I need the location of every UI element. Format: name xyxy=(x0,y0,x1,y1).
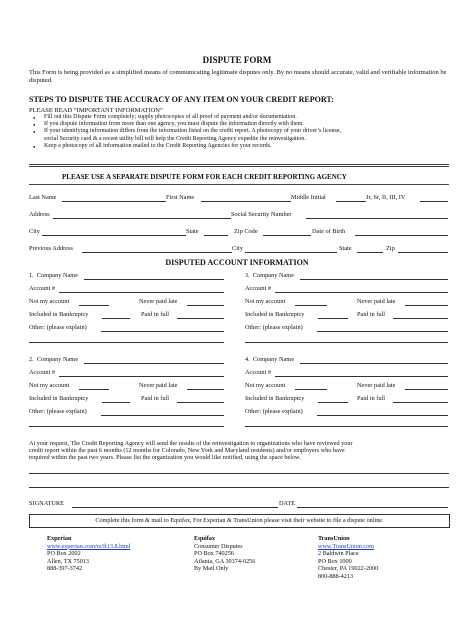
not-my-account-label: Not my account xyxy=(29,382,70,389)
not-my-account-label: Not my account xyxy=(29,298,70,305)
bankruptcy-field[interactable] xyxy=(318,402,348,403)
middle-initial-field[interactable] xyxy=(336,201,366,202)
bankruptcy-label: Included in Bankruptcy xyxy=(245,395,305,402)
bureau-name: Experian xyxy=(47,535,72,542)
first-name-label: First Name xyxy=(166,194,195,201)
intro-text: This Form is being provided as a simplified means of communicating legitimate disputes only. By no means should accurate, valid and verifiable information be disputed. xyxy=(29,69,447,84)
notify-organizations-field[interactable] xyxy=(29,473,449,474)
bureau-address-line: Consumer Disputes xyxy=(194,542,243,550)
not-my-account-label: Not my account xyxy=(245,382,286,389)
company-name-field[interactable] xyxy=(84,279,224,280)
ssn-label: Social Security Number xyxy=(231,211,292,218)
paid-in-full-field[interactable] xyxy=(393,402,448,403)
bureau-name: Equifax xyxy=(194,535,215,542)
never-paid-late-field[interactable] xyxy=(187,389,224,390)
bureau-transunion xyxy=(318,535,448,580)
account-field[interactable] xyxy=(275,292,448,293)
bureau-address-line: PO Box 740256 xyxy=(194,550,234,557)
instruction-item: ● If you dispute information from more than one agency, you must dispute the information directly with them. xyxy=(44,121,464,128)
signature-label: SIGNATURE xyxy=(29,500,64,507)
not-my-account-field[interactable] xyxy=(295,389,327,390)
company-name-field[interactable] xyxy=(84,363,224,364)
experian-website-link[interactable]: www.experian.com/rs/ft13.8.html xyxy=(47,542,131,550)
dob-field[interactable] xyxy=(355,235,448,236)
first-name-field[interactable] xyxy=(201,201,291,202)
account-block-4 xyxy=(245,356,449,428)
previous-address-label: Previous Address xyxy=(29,245,73,252)
account-label: Account # xyxy=(29,369,56,376)
account-number-label: 1. xyxy=(29,272,34,279)
notify-organizations-field-2[interactable] xyxy=(29,487,449,488)
ssn-field[interactable] xyxy=(306,218,448,219)
other-explain-field[interactable] xyxy=(317,415,448,416)
previous-state-label: State xyxy=(339,245,352,252)
paid-in-full-label: Paid in full xyxy=(357,311,385,318)
previous-state-field[interactable] xyxy=(357,252,383,253)
bureau-note: By Mail Only xyxy=(194,565,229,572)
last-name-field[interactable] xyxy=(62,201,166,202)
never-paid-late-field[interactable] xyxy=(187,305,224,306)
request-text-line: credit report within the past 6 months (12 months for Colorado, New York and Maryland residents) and/or employers who have xyxy=(29,447,345,454)
bureau-phone: 800-888-4213 xyxy=(318,572,354,580)
account-field[interactable] xyxy=(59,292,224,293)
previous-city-label: City xyxy=(232,245,243,252)
never-paid-late-label: Never paid late xyxy=(139,382,178,389)
account-number-label: 2. xyxy=(29,356,34,363)
bureau-address-line: Chester, PA 19022-2000 xyxy=(318,565,379,572)
not-my-account-field[interactable] xyxy=(79,305,109,306)
bureau-address-line: PO Box 2002 xyxy=(47,550,81,557)
other-explain-label: Other: (please explain) xyxy=(245,408,303,415)
other-explain-field[interactable] xyxy=(101,415,224,416)
company-name-label: Company Name xyxy=(252,272,294,279)
state-label: State xyxy=(186,228,199,235)
city-field[interactable] xyxy=(42,235,186,236)
bureau-equifax xyxy=(194,535,304,573)
account-block-1 xyxy=(29,272,229,344)
address-field[interactable] xyxy=(53,218,231,219)
bankruptcy-label: Included in Bankruptcy xyxy=(245,311,305,318)
date-label: DATE xyxy=(279,500,296,507)
not-my-account-field[interactable] xyxy=(79,389,109,390)
previous-zip-field[interactable] xyxy=(398,252,448,253)
disputed-account-heading: DISPUTED ACCOUNT INFORMATION xyxy=(165,258,309,267)
instruction-item: ● Keep a photocopy of all information mailed to the Credit Reporting Agencies for your records. xyxy=(44,143,464,150)
bureau-name: TransUnion xyxy=(318,535,350,542)
never-paid-late-label: Never paid late xyxy=(139,298,178,305)
never-paid-late-field[interactable] xyxy=(405,389,448,390)
not-my-account-label: Not my account xyxy=(245,298,286,305)
account-field[interactable] xyxy=(59,376,224,377)
date-field[interactable] xyxy=(297,507,448,508)
previous-address-field[interactable] xyxy=(82,252,232,253)
account-field[interactable] xyxy=(275,376,448,377)
company-name-label: Company Name xyxy=(36,356,78,363)
suffix-field[interactable] xyxy=(420,201,448,202)
divider xyxy=(29,166,449,167)
account-label: Account # xyxy=(245,369,272,376)
paid-in-full-field[interactable] xyxy=(177,402,224,403)
other-explain-label: Other: (please explain) xyxy=(245,324,303,331)
city-label: City xyxy=(29,228,40,235)
state-field[interactable] xyxy=(204,235,228,236)
other-explain-field-2[interactable] xyxy=(29,342,224,343)
bureau-phone: 888-397-3742 xyxy=(47,565,83,572)
suffix-label: Jr, Sr, II, III, IV xyxy=(366,194,406,201)
account-block-3 xyxy=(245,272,449,344)
other-explain-label: Other: (please explain) xyxy=(29,408,87,415)
bankruptcy-field[interactable] xyxy=(318,318,348,319)
bureau-experian xyxy=(47,535,177,573)
company-name-field[interactable] xyxy=(300,279,448,280)
instruction-item-continued: social Security card & a recent utility bill will help the Credit Reporting Agency expedite the reinvestigation. xyxy=(44,135,306,142)
please-read-label: PLEASE READ “IMPORTANT INFORMATION” xyxy=(29,107,163,114)
steps-heading: STEPS TO DISPUTE THE ACCURACY OF ANY ITEM ON YOUR CREDIT REPORT: xyxy=(29,95,334,104)
zip-code-field[interactable] xyxy=(263,235,311,236)
paid-in-full-label: Paid in full xyxy=(357,395,385,402)
bankruptcy-label: Included in Bankruptcy xyxy=(29,311,89,318)
instruction-item: ● If your identifying information differs from the information listed on the credit report. A photocopy of your driver’s license, xyxy=(44,128,464,135)
address-label: Address xyxy=(29,211,50,218)
account-number-label: 4. xyxy=(245,356,250,363)
other-explain-field-2[interactable] xyxy=(29,426,224,427)
middle-initial-label: Middle Initial xyxy=(291,194,326,201)
form-title: DISPUTE FORM xyxy=(202,55,272,65)
request-text-line: At your request, The Credit Reporting Agency will send the results of the reinvestigation to organizations who have reviewed your xyxy=(29,440,353,447)
other-explain-field-2[interactable] xyxy=(245,342,448,343)
other-explain-field-2[interactable] xyxy=(245,426,448,427)
bureau-address-line: PO Box 1000 xyxy=(318,557,352,565)
instructions-list xyxy=(44,114,464,150)
previous-zip-label: Zip xyxy=(386,245,395,252)
account-block-2 xyxy=(29,356,229,428)
account-number-label: 3. xyxy=(245,272,250,279)
paid-in-full-field[interactable] xyxy=(177,318,224,319)
paid-in-full-label: Paid in full xyxy=(141,395,169,402)
last-name-label: Last Name xyxy=(29,194,57,201)
bureau-address-line: Allen, TX 75013 xyxy=(47,557,89,565)
signature-field[interactable] xyxy=(72,507,278,508)
bankruptcy-field[interactable] xyxy=(102,402,130,403)
never-paid-late-field[interactable] xyxy=(405,305,448,306)
previous-city-field[interactable] xyxy=(245,252,337,253)
bureau-address-line: 2 Baldwin Place xyxy=(318,550,359,557)
account-label: Account # xyxy=(29,285,56,292)
bankruptcy-label: Included in Bankruptcy xyxy=(29,395,89,402)
not-my-account-field[interactable] xyxy=(295,305,327,306)
paid-in-full-label: Paid in full xyxy=(141,311,169,318)
request-text-line: required within the past two years. Please list the organization you would like notified, using the space below. xyxy=(29,454,301,461)
other-explain-label: Other: (please explain) xyxy=(29,324,87,331)
mailing-instructions-box: Complete this form & mail to Equifax, For Experian & TransUnion please visit their website to file a dispute online. xyxy=(29,514,450,528)
separate-form-notice: PLEASE USE A SEPARATE DISPUTE FORM FOR EACH CREDIT REPORTING AGENCY xyxy=(62,173,347,181)
divider xyxy=(29,164,449,165)
company-name-label: Company Name xyxy=(252,356,294,363)
paid-in-full-field[interactable] xyxy=(393,318,448,319)
zip-code-label: Zip Code xyxy=(234,228,258,235)
dob-label: Date of Birth xyxy=(312,228,346,235)
other-explain-field[interactable] xyxy=(101,331,224,332)
bureau-address-line: Atlanta, GA 30374-0256 xyxy=(194,557,256,565)
company-name-field[interactable] xyxy=(300,363,448,364)
divider xyxy=(29,184,449,185)
instruction-item: ● Fill out this Dispute Form completely; supply photocopies of all proof of payment and/or documentation. xyxy=(44,114,464,121)
bankruptcy-field[interactable] xyxy=(102,318,130,319)
account-label: Account # xyxy=(245,285,272,292)
never-paid-late-label: Never paid late xyxy=(357,298,396,305)
other-explain-field[interactable] xyxy=(317,331,448,332)
never-paid-late-label: Never paid late xyxy=(357,382,396,389)
company-name-label: Company Name xyxy=(36,272,78,279)
transunion-website-link[interactable]: www.TransUnion.com xyxy=(318,542,375,550)
